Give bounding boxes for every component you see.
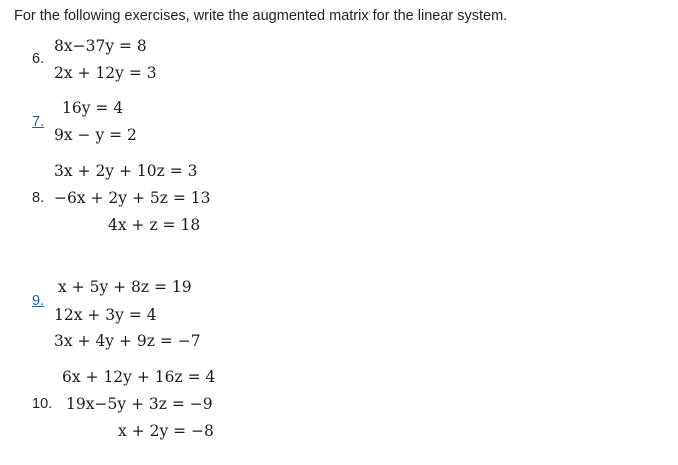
equation: x + 5y + 8z = 19 [58, 278, 192, 296]
exercise-number: 6. [32, 51, 45, 67]
equation: 8x−37y = 8 [54, 37, 147, 55]
equation: 6x + 12y + 16z = 4 [62, 368, 216, 386]
equation: x + 2y = −8 [118, 422, 214, 440]
equation: 4x + z = 18 [108, 216, 201, 234]
equation: 9x − y = 2 [54, 126, 137, 144]
equation: 3x + 4y + 9z = −7 [54, 332, 201, 350]
equation: 2x + 12y = 3 [54, 64, 157, 82]
equation: 16y = 4 [62, 99, 124, 117]
exercise-number: 8. [32, 190, 45, 206]
equation: 12x + 3y = 4 [54, 306, 157, 324]
equation: 3x + 2y + 10z = 3 [54, 162, 198, 180]
equation: −6x + 2y + 5z = 13 [54, 189, 211, 207]
instructions-text: For the following exercises, write the augmented matrix for the linear system. [14, 8, 508, 24]
equation: 19x−5y + 3z = −9 [66, 395, 213, 413]
exercise-number: 10. [32, 396, 53, 412]
exercise-number-link[interactable]: 9. [32, 293, 45, 309]
exercise-number-link[interactable]: 7. [32, 114, 45, 130]
